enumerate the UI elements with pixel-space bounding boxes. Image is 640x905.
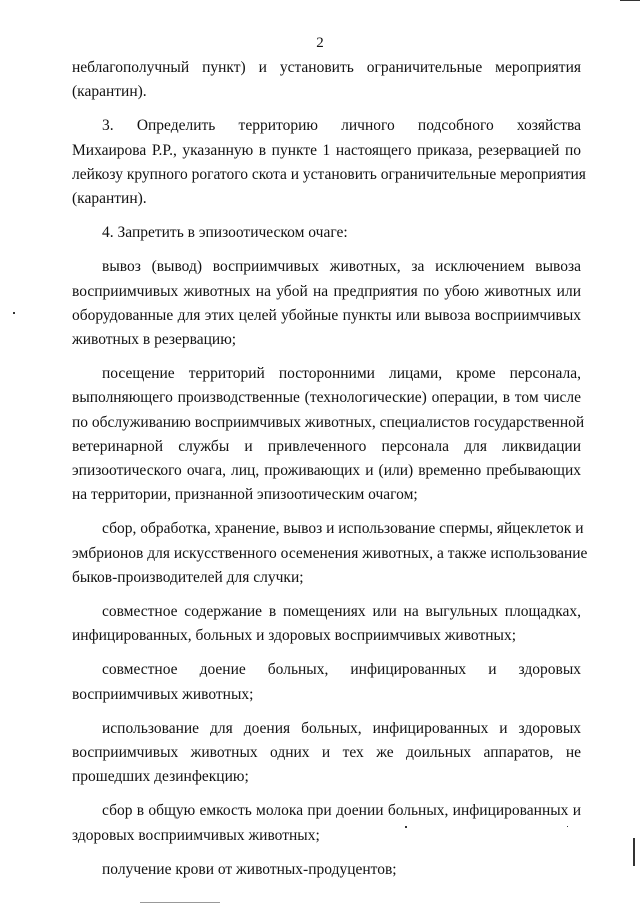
text-line: сбор, обработка, хранение, вывоз и использование спермы, яйцеклеток и bbox=[102, 520, 584, 538]
text-line: животных в резервацию; bbox=[72, 331, 237, 349]
text-line: выполняющего производственные (технологические) операции, в том числе bbox=[72, 389, 581, 407]
text-line: совместное доение больных, инфицированных и здоровых bbox=[102, 661, 581, 679]
page-number: 2 bbox=[316, 35, 324, 51]
text-line: ветеринарной службы и привлеченного персонала для ликвидации bbox=[72, 437, 581, 455]
text-line: посещение территорий посторонними лицами, кроме персонала, bbox=[102, 365, 581, 383]
text-line: по обслуживанию восприимчивых животных, специалистов государственной bbox=[72, 413, 585, 431]
paragraph-prohibition-sperm bbox=[72, 517, 588, 590]
text-line: получение крови от животных-продуцентов; bbox=[102, 860, 397, 878]
text-line: инфицированных, больных и здоровых восприимчивых животных; bbox=[72, 627, 517, 645]
text-line: вывоз (вывод) восприимчивых животных, за исключением вывоза bbox=[102, 258, 581, 276]
text-line: прошедших дезинфекцию; bbox=[72, 768, 249, 786]
scan-speck bbox=[13, 312, 15, 314]
text-line: восприимчивых животных одних и тех же доильных аппаратов, не bbox=[72, 744, 581, 762]
text-line: эмбрионов для искусственного осеменения животных, а также использование bbox=[72, 544, 588, 562]
text-line: совместное содержание в помещениях или на выгульных площадках, bbox=[102, 603, 581, 621]
paragraph-prohibition-blood bbox=[72, 858, 581, 882]
text-line: (карантин). bbox=[72, 190, 147, 208]
paragraph-prohibition-export bbox=[72, 255, 581, 352]
text-line: лейкозу крупного рогатого скота и установить ограничительные мероприятия bbox=[72, 165, 586, 183]
text-line: неблагополучный пункт) и установить ограничительные мероприятия bbox=[72, 59, 581, 76]
text-line: на территории, признанной эпизоотическим очагом; bbox=[72, 486, 418, 504]
scan-speck bbox=[405, 826, 407, 828]
text-line: (карантин). bbox=[72, 83, 147, 101]
paragraph-prohibition-milk-collection bbox=[72, 799, 581, 847]
document-body bbox=[72, 56, 588, 882]
scan-corner-mark bbox=[620, 0, 640, 1]
text-line: сбор в общую емкость молока при доении больных, инфицированных и bbox=[102, 802, 581, 820]
paragraph-continuation bbox=[72, 56, 581, 104]
text-line: Михаирова Р.Р., указанную в пункте 1 настоящего приказа, резервацией по bbox=[72, 141, 581, 159]
text-line: оборудованные для этих целей убойные пункты или вывоза восприимчивых bbox=[72, 306, 581, 324]
paragraph-prohibition-joint-keeping bbox=[72, 600, 581, 648]
text-line: использование для доения больных, инфицированных и здоровых bbox=[102, 719, 581, 737]
text-line: 4. Запретить в эпизоотическом очаге: bbox=[102, 224, 348, 242]
paragraph-item-3 bbox=[72, 114, 586, 211]
text-line: эпизоотического очага, лиц, проживающих и (или) временно пребывающих bbox=[72, 462, 581, 480]
text-line: 3. Определить территорию личного подсобного хозяйства bbox=[102, 117, 581, 135]
paragraph-prohibition-visits bbox=[72, 362, 585, 507]
paragraph-prohibition-joint-milking bbox=[72, 658, 581, 706]
paragraph-item-4 bbox=[72, 221, 581, 245]
text-line: восприимчивых животных на убой на предприятия по убою животных или bbox=[72, 282, 581, 300]
text-line: восприимчивых животных; bbox=[72, 685, 254, 703]
text-line: быков-производителей для случки; bbox=[72, 568, 304, 586]
paragraph-prohibition-milking-devices bbox=[72, 717, 581, 790]
scan-edge-mark bbox=[633, 838, 635, 866]
text-line: здоровых восприимчивых животных; bbox=[72, 826, 320, 844]
scan-speck bbox=[567, 826, 568, 827]
scan-bottom-mark bbox=[140, 902, 220, 903]
